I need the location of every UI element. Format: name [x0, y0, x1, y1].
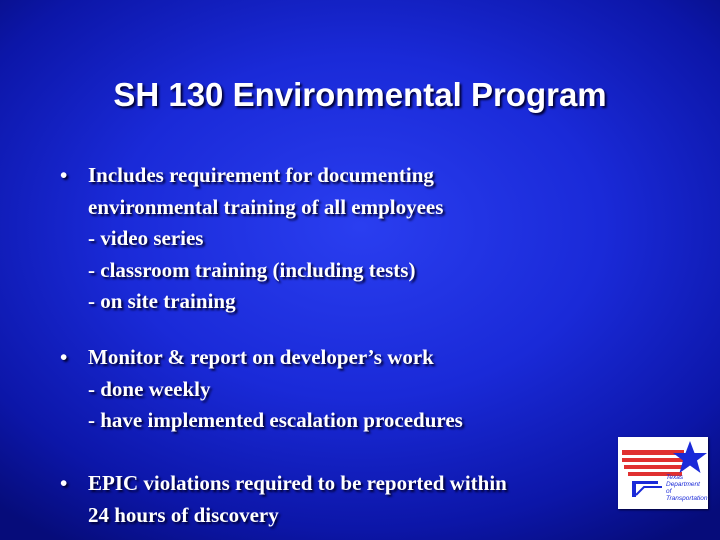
bullet-text-line: Includes requirement for documenting — [88, 163, 434, 187]
sub-item: - classroom training (including tests) — [88, 257, 416, 282]
logo-caption-line: Department — [666, 481, 700, 488]
logo-caption-line: Texas — [666, 474, 684, 481]
sub-item: - have implemented escalation procedures — [88, 408, 463, 432]
sub-item: - done weekly — [88, 376, 211, 401]
bullet-item — [60, 468, 507, 531]
bullet-text-line: environmental training of all employees — [88, 194, 444, 219]
bullet-marker: • — [60, 471, 68, 495]
bullet-item — [60, 342, 463, 437]
bullet-text-line: Monitor & report on developer’s work — [88, 345, 434, 369]
bullet-marker: • — [60, 163, 68, 187]
bullet-text-line: EPIC violations required to be reported within — [88, 471, 507, 495]
bullet-item — [60, 160, 443, 318]
sub-item: - video series — [88, 226, 204, 250]
slide-title: SH 130 Environmental Program — [113, 76, 607, 113]
logo-caption — [666, 474, 708, 502]
bullet-marker: • — [60, 345, 68, 369]
bullet-text-line: 24 hours of discovery — [88, 502, 279, 527]
txdot-logo — [618, 437, 708, 509]
sub-item: - on site training — [88, 289, 236, 313]
logo-caption-line: of Transportation — [666, 488, 708, 502]
